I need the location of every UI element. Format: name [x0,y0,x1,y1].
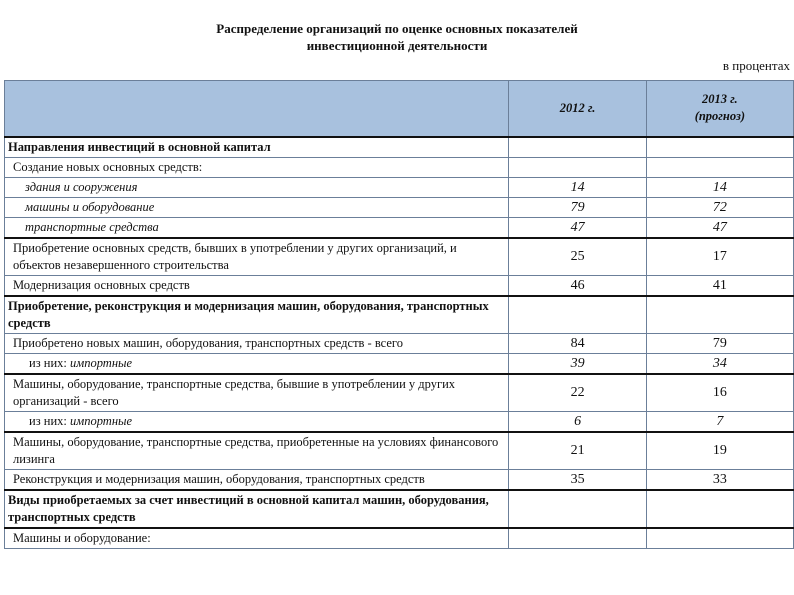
cell-2012: 46 [509,275,646,296]
cell-2012: 47 [509,217,646,238]
cell-2012 [509,157,646,177]
table-row [5,275,794,296]
row-label: машины и оборудование [5,197,509,217]
cell-2013: 7 [646,411,793,432]
cell-2012: 39 [509,353,646,374]
table-row [5,137,794,158]
row-label-italic: импортные [69,413,133,428]
table-row [5,432,794,470]
cell-2013 [646,157,793,177]
cell-2012: 35 [509,469,646,490]
cell-2013: 79 [646,333,793,353]
row-label [5,411,509,432]
cell-2012: 22 [509,374,646,412]
table-row [5,157,794,177]
table-row [5,296,794,334]
table-row [5,177,794,197]
row-label: Приобретение основных средств, бывших в употреблении у других организаций, и объектов незавершенного строительства [5,238,509,276]
cell-2013: 14 [646,177,793,197]
row-label: Приобретено новых машин, оборудования, транспортных средств - всего [5,333,509,353]
row-label-prefix: из них: [29,413,70,428]
row-label: Направления инвестиций в основной капитал [5,137,509,158]
cell-2013 [646,490,793,528]
header-empty-cell [5,81,509,137]
cell-2013: 19 [646,432,793,470]
row-label-prefix: из них: [29,355,70,370]
table-row [5,411,794,432]
row-label: транспортные средства [5,217,509,238]
table-row [5,217,794,238]
table-row [5,469,794,490]
row-label: Реконструкция и модернизация машин, оборудования, транспортных средств [5,469,509,490]
cell-2012: 14 [509,177,646,197]
cell-2013: 16 [646,374,793,412]
row-label: Виды приобретаемых за счет инвестиций в основной капитал машин, оборудования, транспортных средств [5,490,509,528]
cell-2012 [509,296,646,334]
cell-2013: 17 [646,238,793,276]
row-label: Машины, оборудование, транспортные средства, бывшие в употреблении у других организаций - всего [5,374,509,412]
title-line-1: Распределение организаций по оценке основных показателей [216,21,578,36]
row-label: Машины, оборудование, транспортные средства, приобретенные на условиях финансового лизинга [5,432,509,470]
cell-2012: 79 [509,197,646,217]
header-2013 [646,81,793,137]
cell-2012 [509,137,646,158]
table-row [5,353,794,374]
cell-2013: 47 [646,217,793,238]
row-label: здания и сооружения [5,177,509,197]
row-label-italic: импортные [69,355,133,370]
cell-2012: 84 [509,333,646,353]
cell-2013: 34 [646,353,793,374]
cell-2012: 21 [509,432,646,470]
cell-2013 [646,528,793,549]
cell-2013: 41 [646,275,793,296]
page-title [0,20,794,54]
row-label [5,353,509,374]
table-row [5,238,794,276]
table-header-row [5,81,794,137]
cell-2013 [646,296,793,334]
table-row [5,197,794,217]
header-2012: 2012 г. [509,81,646,137]
table-row [5,490,794,528]
row-label: Приобретение, реконструкция и модернизация машин, оборудования, транспортных средств [5,296,509,334]
data-table [4,80,794,549]
cell-2012: 25 [509,238,646,276]
cell-2012 [509,490,646,528]
cell-2013: 72 [646,197,793,217]
cell-2013 [646,137,793,158]
title-line-2: инвестиционной деятельности [306,38,488,53]
header-2013-note: (прогноз) [694,109,745,124]
cell-2012: 6 [509,411,646,432]
cell-2013: 33 [646,469,793,490]
row-label: Машины и оборудование: [5,528,509,549]
table-row [5,528,794,549]
row-label: Создание новых основных средств: [5,157,509,177]
header-2013-year: 2013 г. [701,92,738,107]
table-row [5,333,794,353]
cell-2012 [509,528,646,549]
row-label: Модернизация основных средств [5,275,509,296]
unit-label: в процентах [722,58,790,73]
table-row [5,374,794,412]
